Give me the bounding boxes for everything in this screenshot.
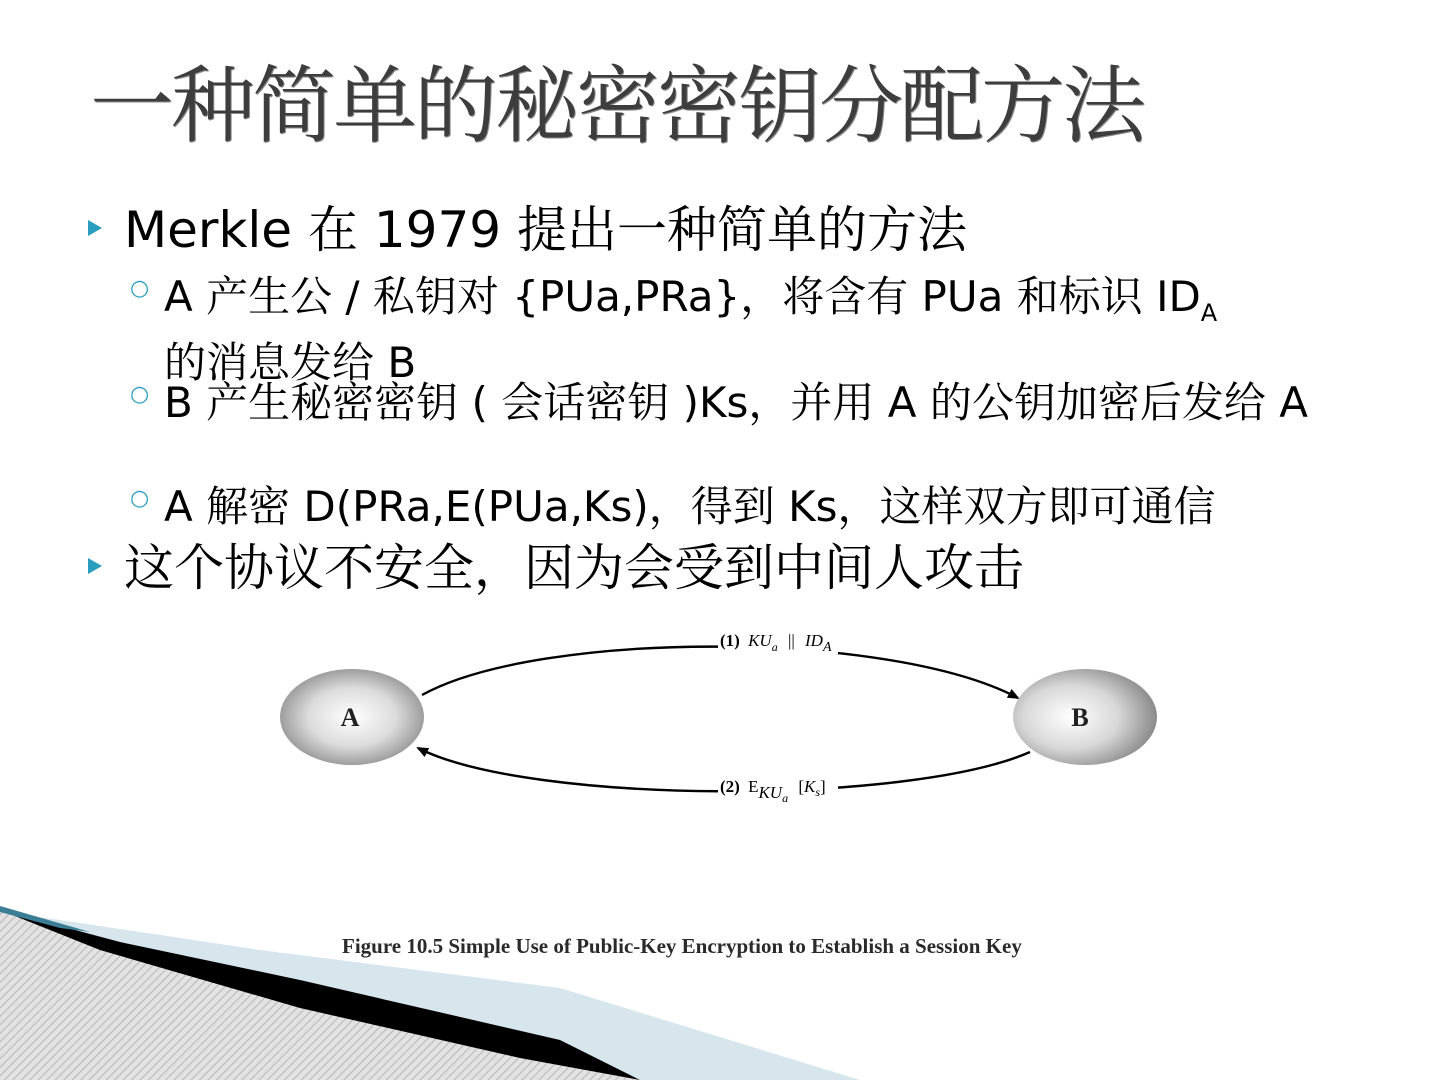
triangle-bullet-icon xyxy=(88,558,102,574)
bullet-text: 这个协议不安全，因为会受到中间人攻击 xyxy=(124,539,1024,597)
figure-caption: Figure 10.5 Simple Use of Public-Key Encryption to Establish a Session Key xyxy=(342,934,1022,958)
circle-bullet-icon: ○ xyxy=(130,486,150,511)
subscript-a: A xyxy=(1200,299,1218,327)
arrow1-id-sub: A xyxy=(822,640,832,655)
arrow2-step: (2) xyxy=(720,777,740,796)
arrow1-ku: KU xyxy=(748,631,772,650)
sub-bullet-text-tail: 的消息发给 B xyxy=(164,338,417,387)
node-a-label: A xyxy=(340,703,360,732)
arrow1-step: (1) xyxy=(720,631,740,650)
bullet-text: Merkle 在 1979 提出一种简单的方法 xyxy=(124,201,967,259)
key-exchange-diagram xyxy=(270,620,1170,820)
arrow1-id: ID xyxy=(805,631,823,650)
arrow2-ks-sub: s xyxy=(815,785,821,799)
sub-bullet-text xyxy=(164,272,1364,388)
arrow1-sep: || xyxy=(787,631,795,650)
circle-bullet-icon: ○ xyxy=(130,382,150,407)
arrow2-ku-sub: a xyxy=(782,791,789,805)
sub-bullet-text: B 产生秘密密钥 ( 会话密钥 )Ks，并用 A 的公钥加密后发给 A xyxy=(164,378,1308,427)
decorative-swoosh xyxy=(0,880,1440,1080)
sub-bullet-text: A 解密 D(PRa,E(PUa,Ks)，得到 Ks，这样双方即可通信 xyxy=(164,482,1216,531)
arrow2-bracket-close: ] xyxy=(820,777,826,796)
arrow2-ks: K xyxy=(804,777,816,796)
arrow2-bracket-open: [ xyxy=(798,777,805,796)
slide-title: 一种简单的秘密密钥分配方法 xyxy=(90,57,1144,155)
arrow2-e: E xyxy=(748,777,759,796)
circle-bullet-icon: ○ xyxy=(130,276,150,301)
triangle-bullet-icon xyxy=(88,220,102,236)
arrow1-ku-sub: a xyxy=(771,640,778,654)
arrow2-ku: KU xyxy=(758,783,783,802)
node-b-label: B xyxy=(1071,703,1089,732)
sub-bullet-text-main: A 产生公 / 私钥对 {PUa,PRa}，将含有 PUa 和标识 ID xyxy=(164,272,1201,321)
arrow-a-to-b xyxy=(422,647,1018,698)
